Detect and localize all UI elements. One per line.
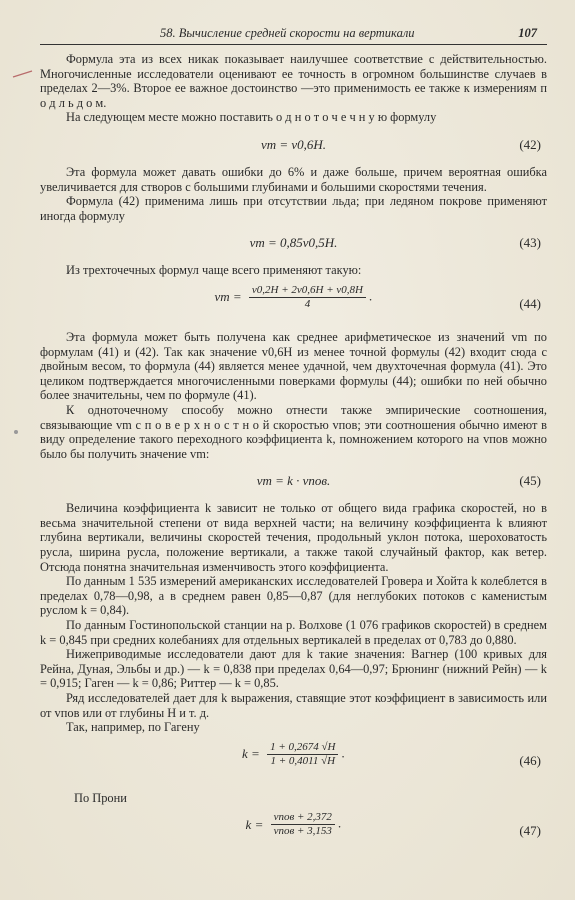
- paragraph: На следующем месте можно поставить о д н о т о ч е ч н у ю формулу: [66, 110, 437, 125]
- formula-body: vm = k · vпов.: [256, 473, 331, 489]
- formula-43: [40, 229, 547, 257]
- paragraph: Формула эта из всех никак показывает наилучшее соответствие с действительностью. Многочисленные исследователи оценивают ее точность в огромном большинстве случаев в пределах 2—3%. Второе ее важное достоинство —это применимость ее также к измерениям п о д л ь д о м.: [40, 52, 547, 110]
- formula-47: [40, 811, 547, 851]
- paragraph: Величина коэффициента k зависит не только от общего вида графика скоростей, но в весьма значительной степени от вида верхней части; на величину коэффициента k влияют глубина вертикали, величины скоростей течения, продольный уклон потока, шероховатость русла, ширина русла, положение вертикали, а также такой случайный фактор, как ветер. Отсюда понятна значительная изменчивость этого коэффициента.: [40, 501, 547, 574]
- header-title: 58. Вычисление средней скорости на вертикали: [160, 26, 415, 40]
- paragraph: К одноточечному способу можно отнести также эмпирические соотношения, связывающие vm с п о в е р х н о с т н о й скоростью vпов; эти соотношения обычно имеют в виду определение такого переходного коэффициента k, помножением которого на vпов можно было бы получить значение vm:: [40, 402, 547, 461]
- fraction-denominator: vпов + 3,153: [273, 825, 332, 838]
- formula-tail: .: [369, 288, 373, 304]
- paragraph: Ряд исследователей дает для k выражения, ставящие этот коэффициент в зависимость или от vпов или от глубины H и т. д.: [40, 691, 547, 720]
- paragraph: По данным Гостинопольской станции на р. Волхове (1 076 графиков скоростей) в среднем k = 0,845 при средних колебаниях для отдельных вертикалей в пределах от 0,783 до 0,880.: [40, 618, 547, 647]
- paragraph: По данным 1 535 измерений американских исследователей Гровера и Хойта k колеблется в пределах 0,78—0,98, а в среднем равен 0,85—0,87 (для неглубоких потоков с каменистым руслом k = 0,84).: [40, 574, 547, 618]
- formula-body: vm = 0,85v0,5H.: [249, 235, 338, 251]
- formula-number: (45): [519, 473, 541, 489]
- fraction-numerator: v0,2H + 2v0,6H + v0,8H: [249, 284, 366, 298]
- page-number: 107: [518, 26, 537, 40]
- fraction: [267, 741, 338, 768]
- formula-number: (44): [519, 295, 541, 311]
- formula-45: [40, 467, 547, 495]
- margin-mark: [14, 430, 18, 434]
- formula-number: (47): [519, 823, 541, 839]
- running-header: [40, 24, 547, 45]
- formula-42: [40, 131, 547, 159]
- formula-body: vm = v0,6H.: [260, 136, 327, 152]
- fraction: [271, 811, 335, 838]
- formula-46: [40, 741, 547, 781]
- paragraph: По Прони: [74, 790, 127, 805]
- formula-number: (46): [519, 752, 541, 768]
- fraction-numerator: 1 + 0,2674 √H: [267, 741, 338, 755]
- formula-lhs: vm =: [214, 289, 242, 305]
- formula-lhs: k =: [242, 745, 260, 761]
- formula-44: [40, 284, 547, 324]
- paragraph: Так, например, по Гагену: [66, 720, 200, 735]
- fraction-denominator: 1 + 0,4011 √H: [270, 754, 336, 767]
- paragraph: Формула (42) применима лишь при отсутствии льда; при ледяном покрове применяют иногда формулу: [40, 194, 547, 223]
- formula-number: (42): [519, 136, 541, 152]
- paragraph: Эта формула может быть получена как среднее арифметическое из значений vm по формулам (41) и (42). Так как значение v0,6H из менее точной формулы (42) входит сюда с двойным весом, то формула (44) является менее удачной, чем двухточечная формула (41). Это целиком подтверждается многочисленными поверками формулы (44); ошибки по ней обычно более значительны, чем по формуле (41).: [40, 329, 547, 403]
- paragraph: Эта формула может давать ошибки до 6% и даже больше, причем вероятная ошибка увеличивается для створов с большими глубинами и большими скоростями течения.: [40, 164, 547, 194]
- paragraph: Нижеприводимые исследователи дают для k такие значения: Вагнер (100 кривых для Рейна, Дуная, Эльбы и др.) — k = 0,838 при пределах 0,64—0,97; Брюнинг (нижний Рейн) — k = 0,915; Гаген — k = 0,86; Риттер — k = 0,85.: [40, 647, 547, 691]
- paragraph: Из трехточечных формул чаще всего применяют такую:: [66, 263, 362, 278]
- fraction: [249, 284, 366, 311]
- formula-tail: .: [341, 745, 345, 761]
- fraction-denominator: 4: [304, 297, 311, 310]
- formula-lhs: k =: [245, 816, 264, 832]
- formula-number: (43): [519, 235, 541, 251]
- formula-tail: .: [338, 815, 342, 831]
- fraction-numerator: vпов + 2,372: [271, 811, 335, 825]
- pencil-mark-icon: [12, 70, 34, 78]
- page-body: [40, 52, 547, 857]
